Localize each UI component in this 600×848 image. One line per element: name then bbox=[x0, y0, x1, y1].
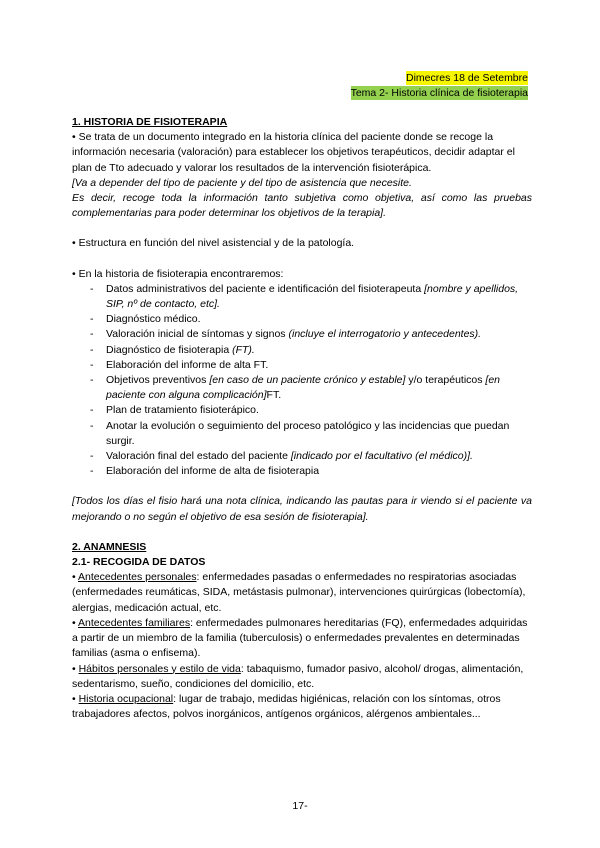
list-item: - Valoración inicial de síntomas y signos (incluye el interrogatorio y antecedentes). bbox=[90, 327, 532, 342]
list-item: - Valoración final del estado del paciente [indicado por el facultativo (el médico)]. bbox=[90, 449, 532, 464]
section-1-note-2: Es decir, recoge toda la información tanto subjetiva como objetiva, así como las pruebas complementarias para poder determinar los objetivos de la terapia]. bbox=[72, 192, 532, 220]
list-item: - Datos administrativos del paciente e identificación del fisioterapeuta [nombre y apellidos, SIP, nº de contacto, etc]. bbox=[90, 282, 532, 312]
header-date: Dimecres 18 de Setembre bbox=[406, 72, 528, 84]
list-item: - Anotar la evolución o seguimiento del proceso patológico y las incidencias que puedan surgir. bbox=[90, 419, 532, 449]
list-item: - Diagnóstico médico. bbox=[90, 312, 532, 327]
contents-list bbox=[72, 282, 532, 480]
document-body bbox=[72, 115, 532, 722]
bullet-antecedentes-familiares: • Antecedentes familiares: enfermedades pulmonares hereditarias (FQ), enfermedades adquiridas a partir de un miembro de la familia (tuberculosis) o enfermedades prevalentes en determinadas familias (asma o enfisema). bbox=[72, 616, 528, 660]
section-2-title: 2. ANAMNESIS bbox=[72, 540, 147, 553]
list-item: - Plan de tratamiento fisioterápico. bbox=[90, 403, 532, 418]
section-1-paragraph-1: • Se trata de un documento integrado en la historia clínica del paciente donde se recoge la información necesaria (valoración) para establecer los objetivos terapéuticos, decidir adaptar el plan de Tto adecuado y valorar los resultados de la intervención fisioterápica. bbox=[72, 131, 515, 174]
bullet-habitos-personales: • Hábitos personales y estilo de vida: tabaquismo, fumador pasivo, alcohol/ drogas, alimentación, sedentarismo, sueño, condiciones del domicilio, etc. bbox=[72, 662, 524, 690]
header-topic: Tema 2- Historia clínica de fisioterapia bbox=[350, 87, 528, 99]
list-item: - Elaboración del informe de alta FT. bbox=[90, 358, 532, 373]
list-item: - Objetivos preventivos [en caso de un paciente crónico y estable] y/o terapéuticos [en paciente con alguna complicación]FT. bbox=[90, 373, 532, 403]
bullet-historia-ocupacional: • Historia ocupacional: lugar de trabajo, medidas higiénicas, relación con los síntomas, otros trabajadores afectos, polvos inorgánicos, antígenos orgánicos, alérgenos ambientales... bbox=[72, 692, 501, 721]
section-2-subtitle: 2.1- RECOGIDA DE DATOS bbox=[72, 556, 206, 569]
section-1-note-3: [Todos los días el fisio hará una nota clínica, indicando las pautas para ir viendo si el paciente va mejorando o no según el objetivo de esa sesión de fisioterapia]. bbox=[72, 495, 532, 523]
list-item: - Diagnóstico de fisioterapia (FT). bbox=[90, 343, 532, 358]
page-number: 17- bbox=[292, 800, 308, 812]
list-item: - Elaboración del informe de alta de fisioterapia bbox=[90, 464, 532, 479]
section-1-paragraph-2: • Estructura en función del nivel asistencial y de la patología. bbox=[72, 237, 355, 250]
section-1-note-1: [Va a depender del tipo de paciente y del tipo de asistencia que necesite. bbox=[72, 176, 412, 189]
section-1-title: 1. HISTORIA DE FISIOTERAPIA bbox=[72, 116, 228, 128]
bullet-antecedentes-personales: • Antecedentes personales: enfermedades pasadas o enfermedades no respiratorias asociadas (enfermedades reumáticas, SIDA, metástasis pulmonar), intervenciones quirúrgicas (lobectomía), alergias, medicación actual, etc. bbox=[72, 571, 526, 614]
section-1-paragraph-3: • En la historia de fisioterapia encontraremos: bbox=[72, 267, 284, 280]
